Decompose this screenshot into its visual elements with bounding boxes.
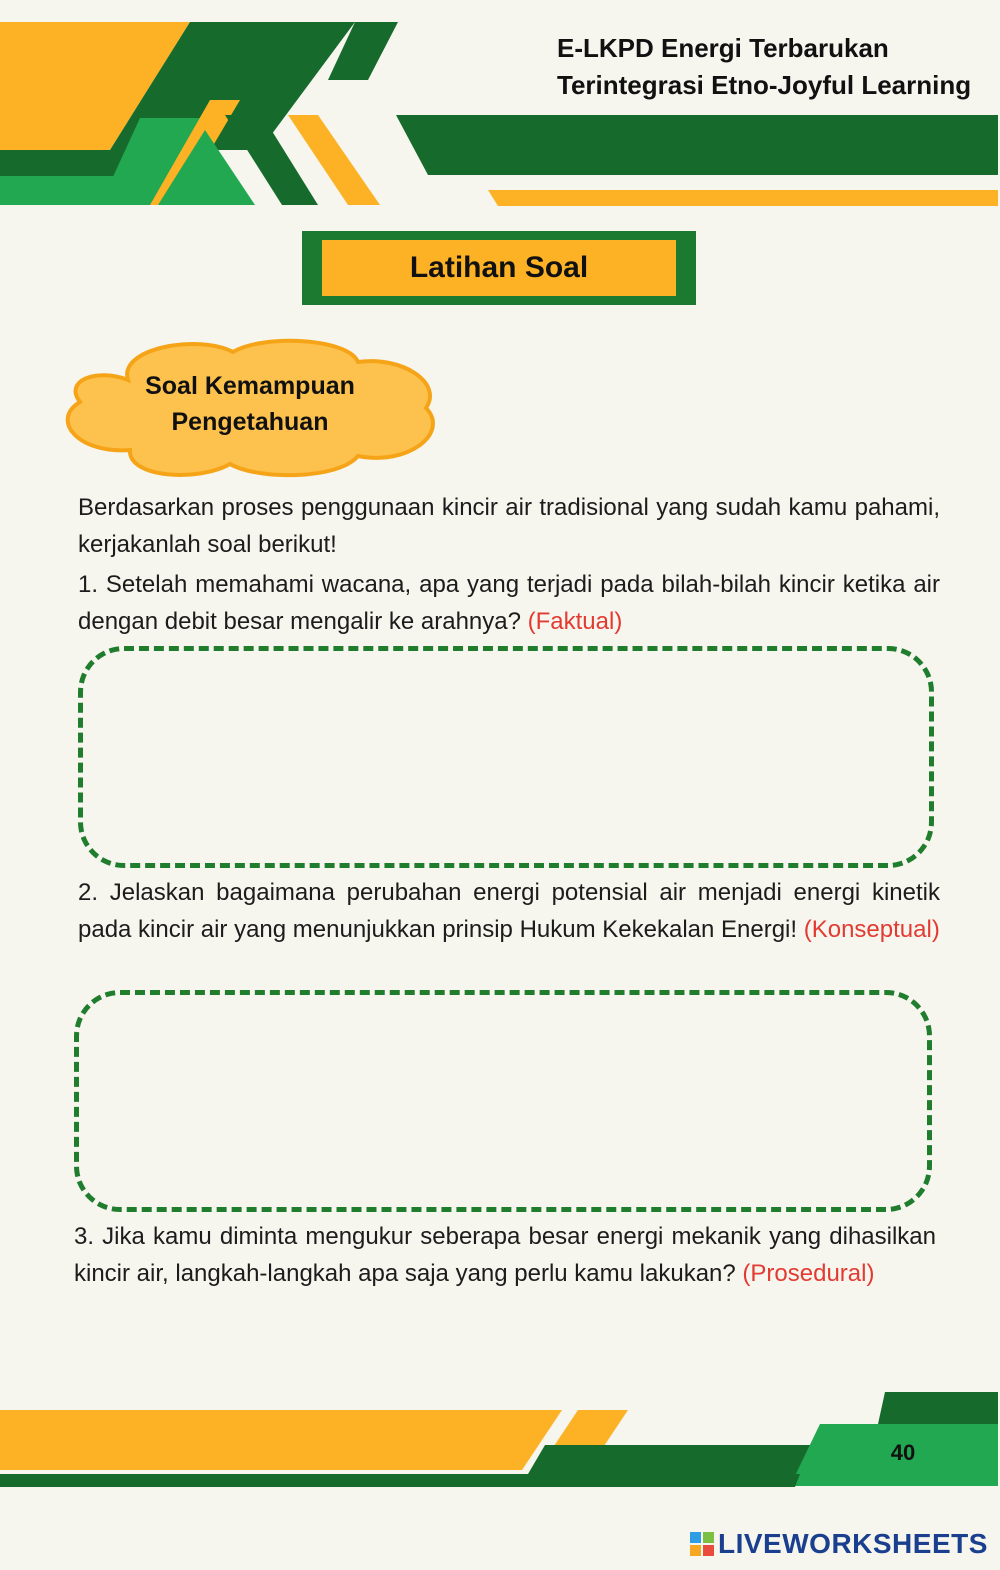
intro-text: Berdasarkan proses penggunaan kincir air tradisional yang sudah kamu pahami, kerjakanlah soal berikut! — [78, 494, 940, 558]
answer-box-2[interactable] — [74, 990, 932, 1212]
cloud-label-line-1: Soal Kemampuan — [145, 372, 355, 400]
liveworksheets-icon — [690, 1532, 714, 1556]
section-banner — [302, 231, 696, 305]
cloud-label — [58, 338, 442, 478]
footer-decoration — [0, 1390, 1000, 1490]
document-title-line-1: E-LKPD Energi Terbarukan — [557, 33, 889, 63]
question-1 — [78, 566, 940, 640]
document-title-line-2: Terintegrasi Etno-Joyful Learning — [557, 70, 972, 100]
cloud-label-line-2: Pengetahuan — [171, 408, 329, 436]
answer-box-1[interactable] — [78, 646, 934, 868]
question-3-tag: (Prosedural) — [742, 1260, 875, 1287]
question-2-tag: (Konseptual) — [803, 916, 940, 943]
document-title — [557, 30, 971, 104]
brand-logo[interactable] — [690, 1524, 988, 1564]
brand-name: LIVEWORKSHEETS — [718, 1528, 988, 1559]
question-2 — [78, 874, 940, 948]
section-title: Latihan Soal — [322, 240, 676, 296]
page-number: 40 — [890, 1440, 916, 1465]
question-3 — [74, 1218, 936, 1292]
question-1-text: 1. Setelah memahami wacana, apa yang terjadi pada bilah-bilah kincir ketika air dengan debit besar mengalir ke arahnya? — [78, 571, 940, 635]
question-2-text: 2. Jelaskan bagaimana perubahan energi potensial air menjadi energi kinetik pada kincir air yang menunjukkan prinsip Hukum Kekekalan Energi! — [78, 879, 940, 943]
question-3-text: 3. Jika kamu diminta mengukur seberapa besar energi mekanik yang dihasilkan kincir air, langkah-langkah apa saja yang perlu kamu lakukan? — [74, 1223, 936, 1287]
question-1-tag: (Faktual) — [527, 608, 623, 635]
